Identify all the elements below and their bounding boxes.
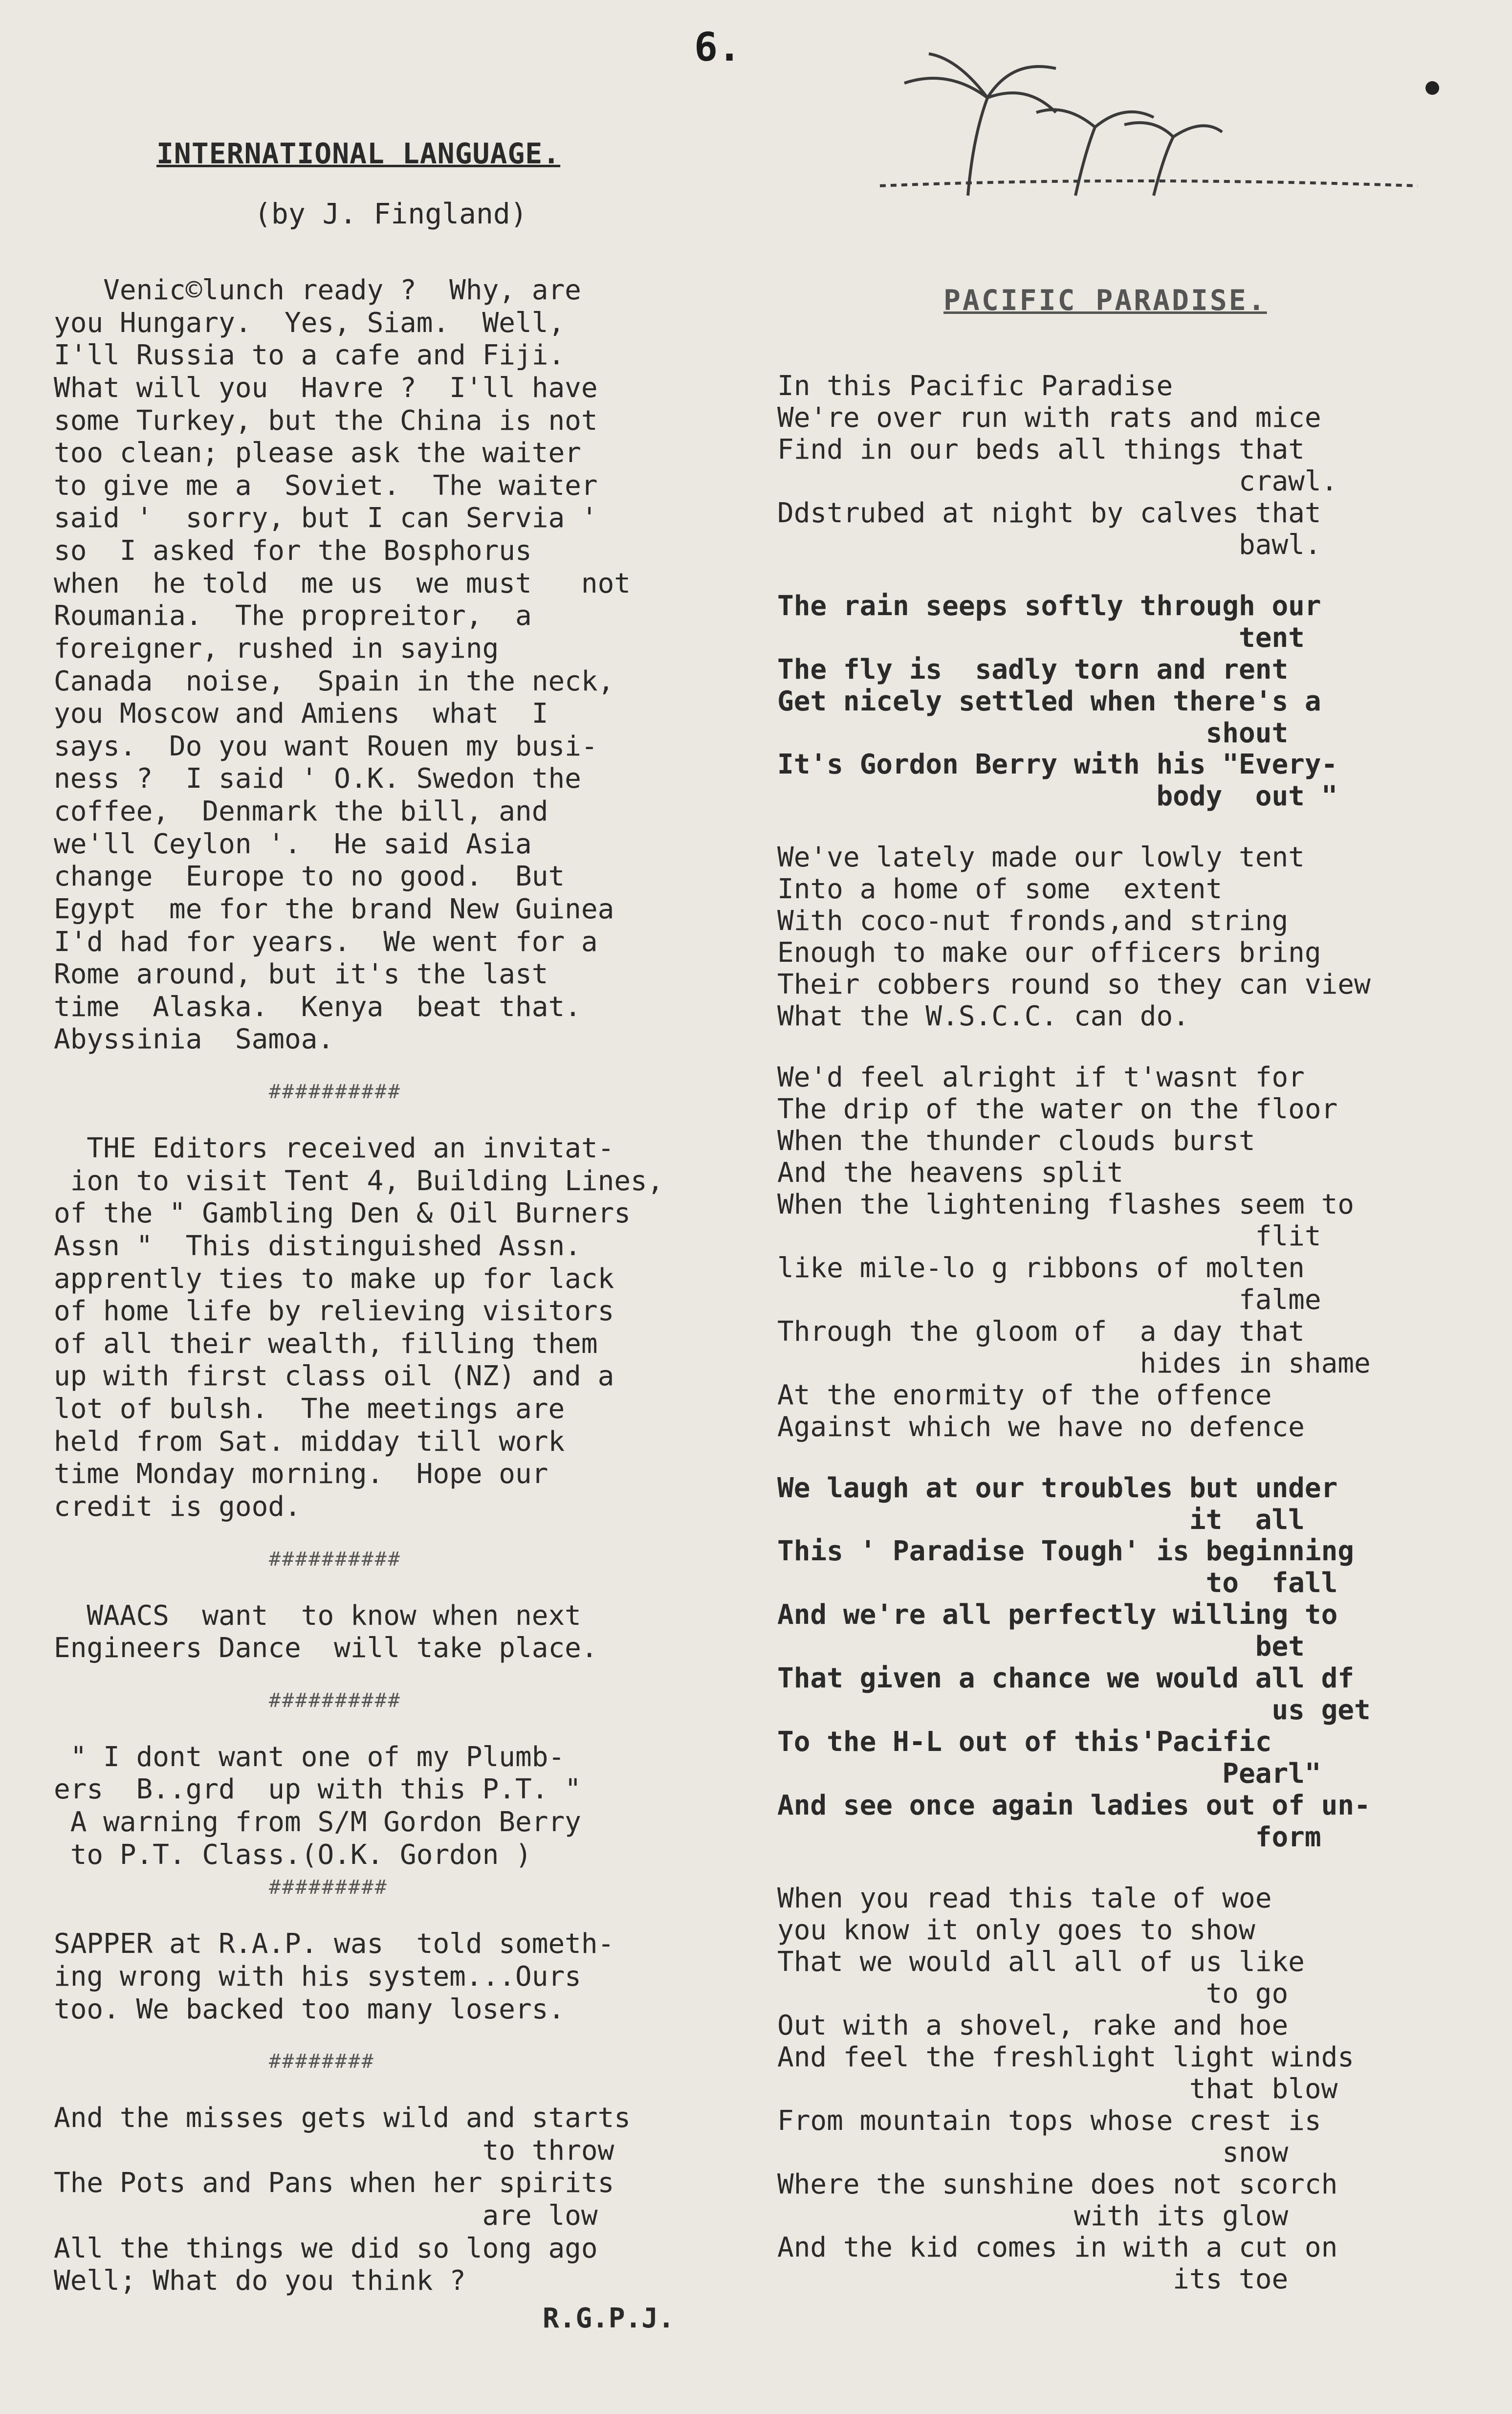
poem-stanza: We've lately made our lowly tent Into a home of some extent With coco-nut fronds,and string Enough to make our officers bring Their cobbers round so they can view What the W.S.C.C. can do. [777,842,1371,1033]
author-signature: R.G.P.J. [543,2302,675,2334]
left-column [54,137,748,2334]
poem-title: PACIFIC PARADISE. [943,284,1267,317]
poem-stanza: We'd feel alright if t'wasnt for The drip of the water on the floor When the thunder clouds burst And the heavens split When the lightening flashes seem to flit like mile-lo g ribbons of molten falme Through the gloom of a day that hides in shame At the enormity of the offence Against which we have no defence [777,1062,1371,1443]
palm-tree-illustration [782,39,1467,205]
closing-verse: And the misses gets wild and starts to throw The Pots and Pans when her spirits are low All the things we did so long ago Well; What do you think ? [54,2102,631,2297]
section-divider: ######## [269,2050,375,2073]
poem-stanza: When you read this tale of woe you know it only goes to show That we would all all of us like to go Out with a shovel, rake and hoe And feel the freshlight light winds that blow From mountain tops whose crest is snow Where the sunshine does not scorch with its glow And the kid comes in with a cut on its toe [777,1882,1355,2296]
waacs-item: WAACS want to know when next Engineers Dance will take place. [54,1599,598,1664]
poem-stanza: We laugh at our troubles but under it all This ' Paradise Tough' is beginning to fall And we're all perfectly willing to bet That given a chance we would all df us get To the H-L out of this'Pacific Pearl" And see once again ladies out of un- form [777,1472,1371,1854]
poem-stanza: In this Pacific Paradise We're over run with rats and mice Find in our beds all things that crawl. Ddstrubed at night by calves that bawl. [777,370,1338,561]
article-title: INTERNATIONAL LANGUAGE. [156,137,561,170]
page-number: 6. [694,24,742,70]
section-divider: ########## [269,1689,401,1712]
plumbers-item: " I dont want one of my Plumb- ers B..grd up with this P.T. " A warning from S/M Gordon Berry to P.T. Class.(O.K. Gordon ) [54,1741,581,1871]
editors-invitation-item: THE Editors received an invitat- ion to visit Tent 4, Building Lines, of the " Gambling Den & Oil Burners Assn " This distinguished Assn. apprently ties to make up for lack of home life by relieving visitors of all their wealth, filling them up with first class oil (NZ) and a lot of bulsh. The meetings are held from Sat. midday till work time Monday morning. Hope our credit is good. [54,1132,664,1523]
poem-stanza: The rain seeps softly through our tent The fly is sadly torn and rent Get nicely settled when there's a shout It's Gordon Berry with his "Every- body out " [777,590,1338,813]
section-divider: ######### [269,1876,388,1899]
right-column [777,284,1486,2325]
article-byline: (by J. Fingland) [254,197,527,230]
section-divider: ########## [269,1081,401,1103]
sapper-item: SAPPER at R.A.P. was told someth- ing wrong with his system...Ours too. We backed too many losers. [54,1928,614,2025]
section-divider: ########## [269,1548,401,1571]
article-body: Venic©lunch ready ? Why, are you Hungary. Yes, Siam. Well, I'll Russia to a cafe and Fiji. What will you Havre ? I'll have some Turkey, but the China is not too clean; please ask the waiter to give me a Soviet. The waiter said ' sorry, but I can Servia ' so I asked for the Bosphorus when he told me us we must not Roumania. The propreitor, a foreigner, rushed in saying Canada noise, Spain in the neck, you Moscow and Amiens what I says. Do you want Rouen my busi- ness ? I said ' O.K. Swedon the coffee, Denmark the bill, and we'll Ceylon '. He said Asia change Europe to no good. But Egypt me for the brand New Guinea I'd had for years. We went for a Rome around, but it's the last time Alaska. Kenya beat that. Abyssinia Samoa. [54,274,631,1056]
